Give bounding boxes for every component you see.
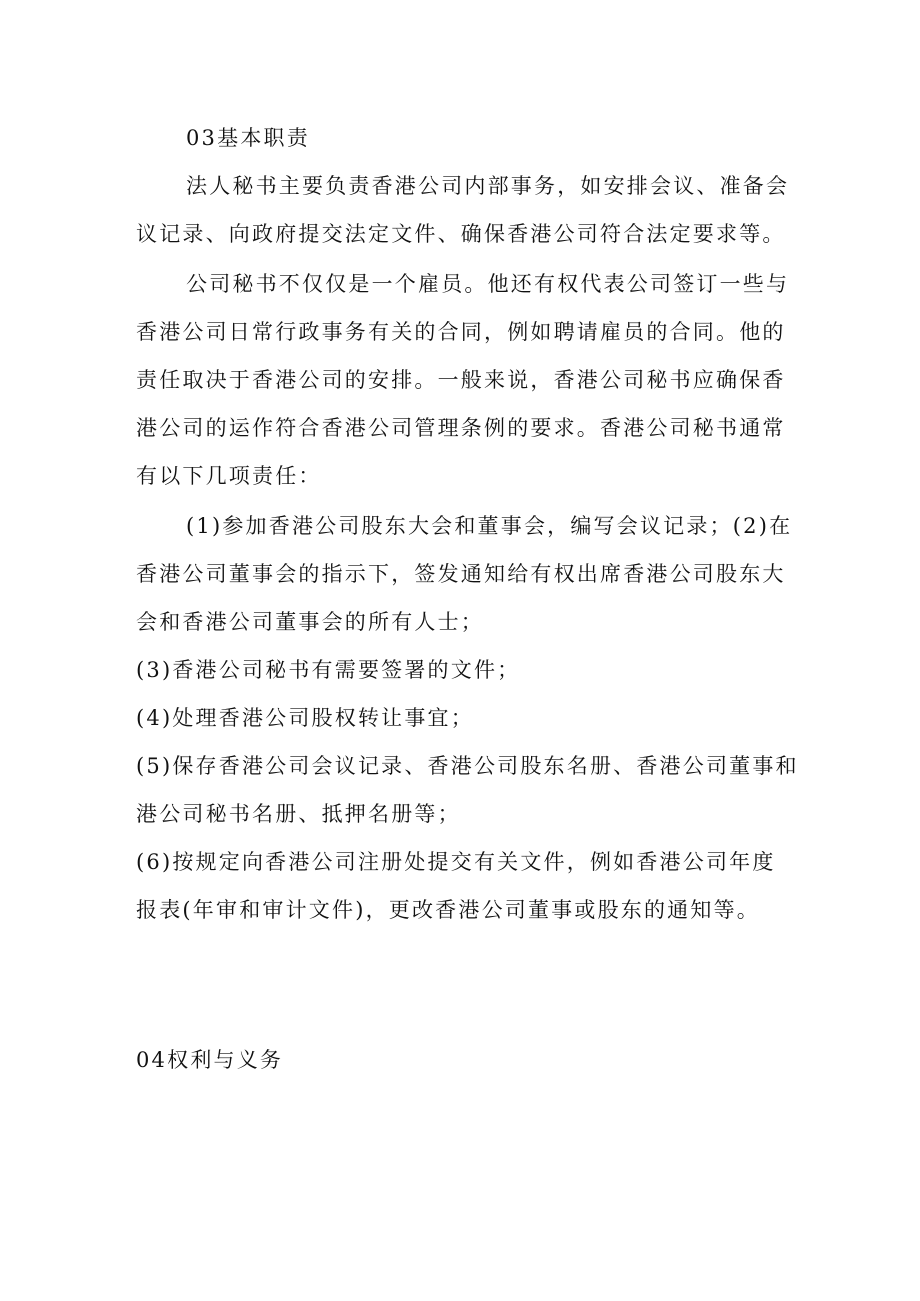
- list-item: (3)香港公司秘书有需要签署的文件；: [136, 658, 521, 682]
- paragraph-line: 责任取决于香港公司的安排。一般来说，香港公司秘书应确保香: [136, 368, 786, 392]
- list-item: (6)按规定向香港公司注册处提交有关文件，例如香港公司年度: [136, 850, 776, 874]
- list-item: 会和香港公司董事会的所有人士；: [136, 610, 484, 634]
- list-item: (5)保存香港公司会议记录、香港公司股东名册、香港公司董事和: [136, 754, 799, 778]
- paragraph-line: 有以下几项责任：: [136, 464, 322, 488]
- section-heading-rights-obligations: 04权利与义务: [136, 1048, 284, 1072]
- paragraph-line: 议记录、向政府提交法定文件、确保香港公司符合法定要求等。: [136, 222, 786, 246]
- list-item: 港公司秘书名册、抵押名册等；: [136, 802, 461, 826]
- list-item: (1)参加香港公司股东大会和董事会，编写会议记录；(2)在: [186, 514, 793, 538]
- paragraph-line: 香港公司日常行政事务有关的合同，例如聘请雇员的合同。他的: [136, 320, 786, 344]
- paragraph-line: 法人秘书主要负责香港公司内部事务，如安排会议、准备会: [186, 174, 790, 198]
- list-item: (4)处理香港公司股权转让事宜；: [136, 706, 474, 730]
- paragraph-line: 港公司的运作符合香港公司管理条例的要求。香港公司秘书通常: [136, 416, 786, 440]
- paragraph-line: 公司秘书不仅仅是一个雇员。他还有权代表公司签订一些与: [186, 272, 790, 296]
- section-heading-basic-duties: 03基本职责: [186, 126, 310, 150]
- list-item: 香港公司董事会的指示下，签发通知给有权出席香港公司股东大: [136, 562, 786, 586]
- list-item: 报表(年审和审计文件)，更改香港公司董事或股东的通知等。: [136, 898, 760, 922]
